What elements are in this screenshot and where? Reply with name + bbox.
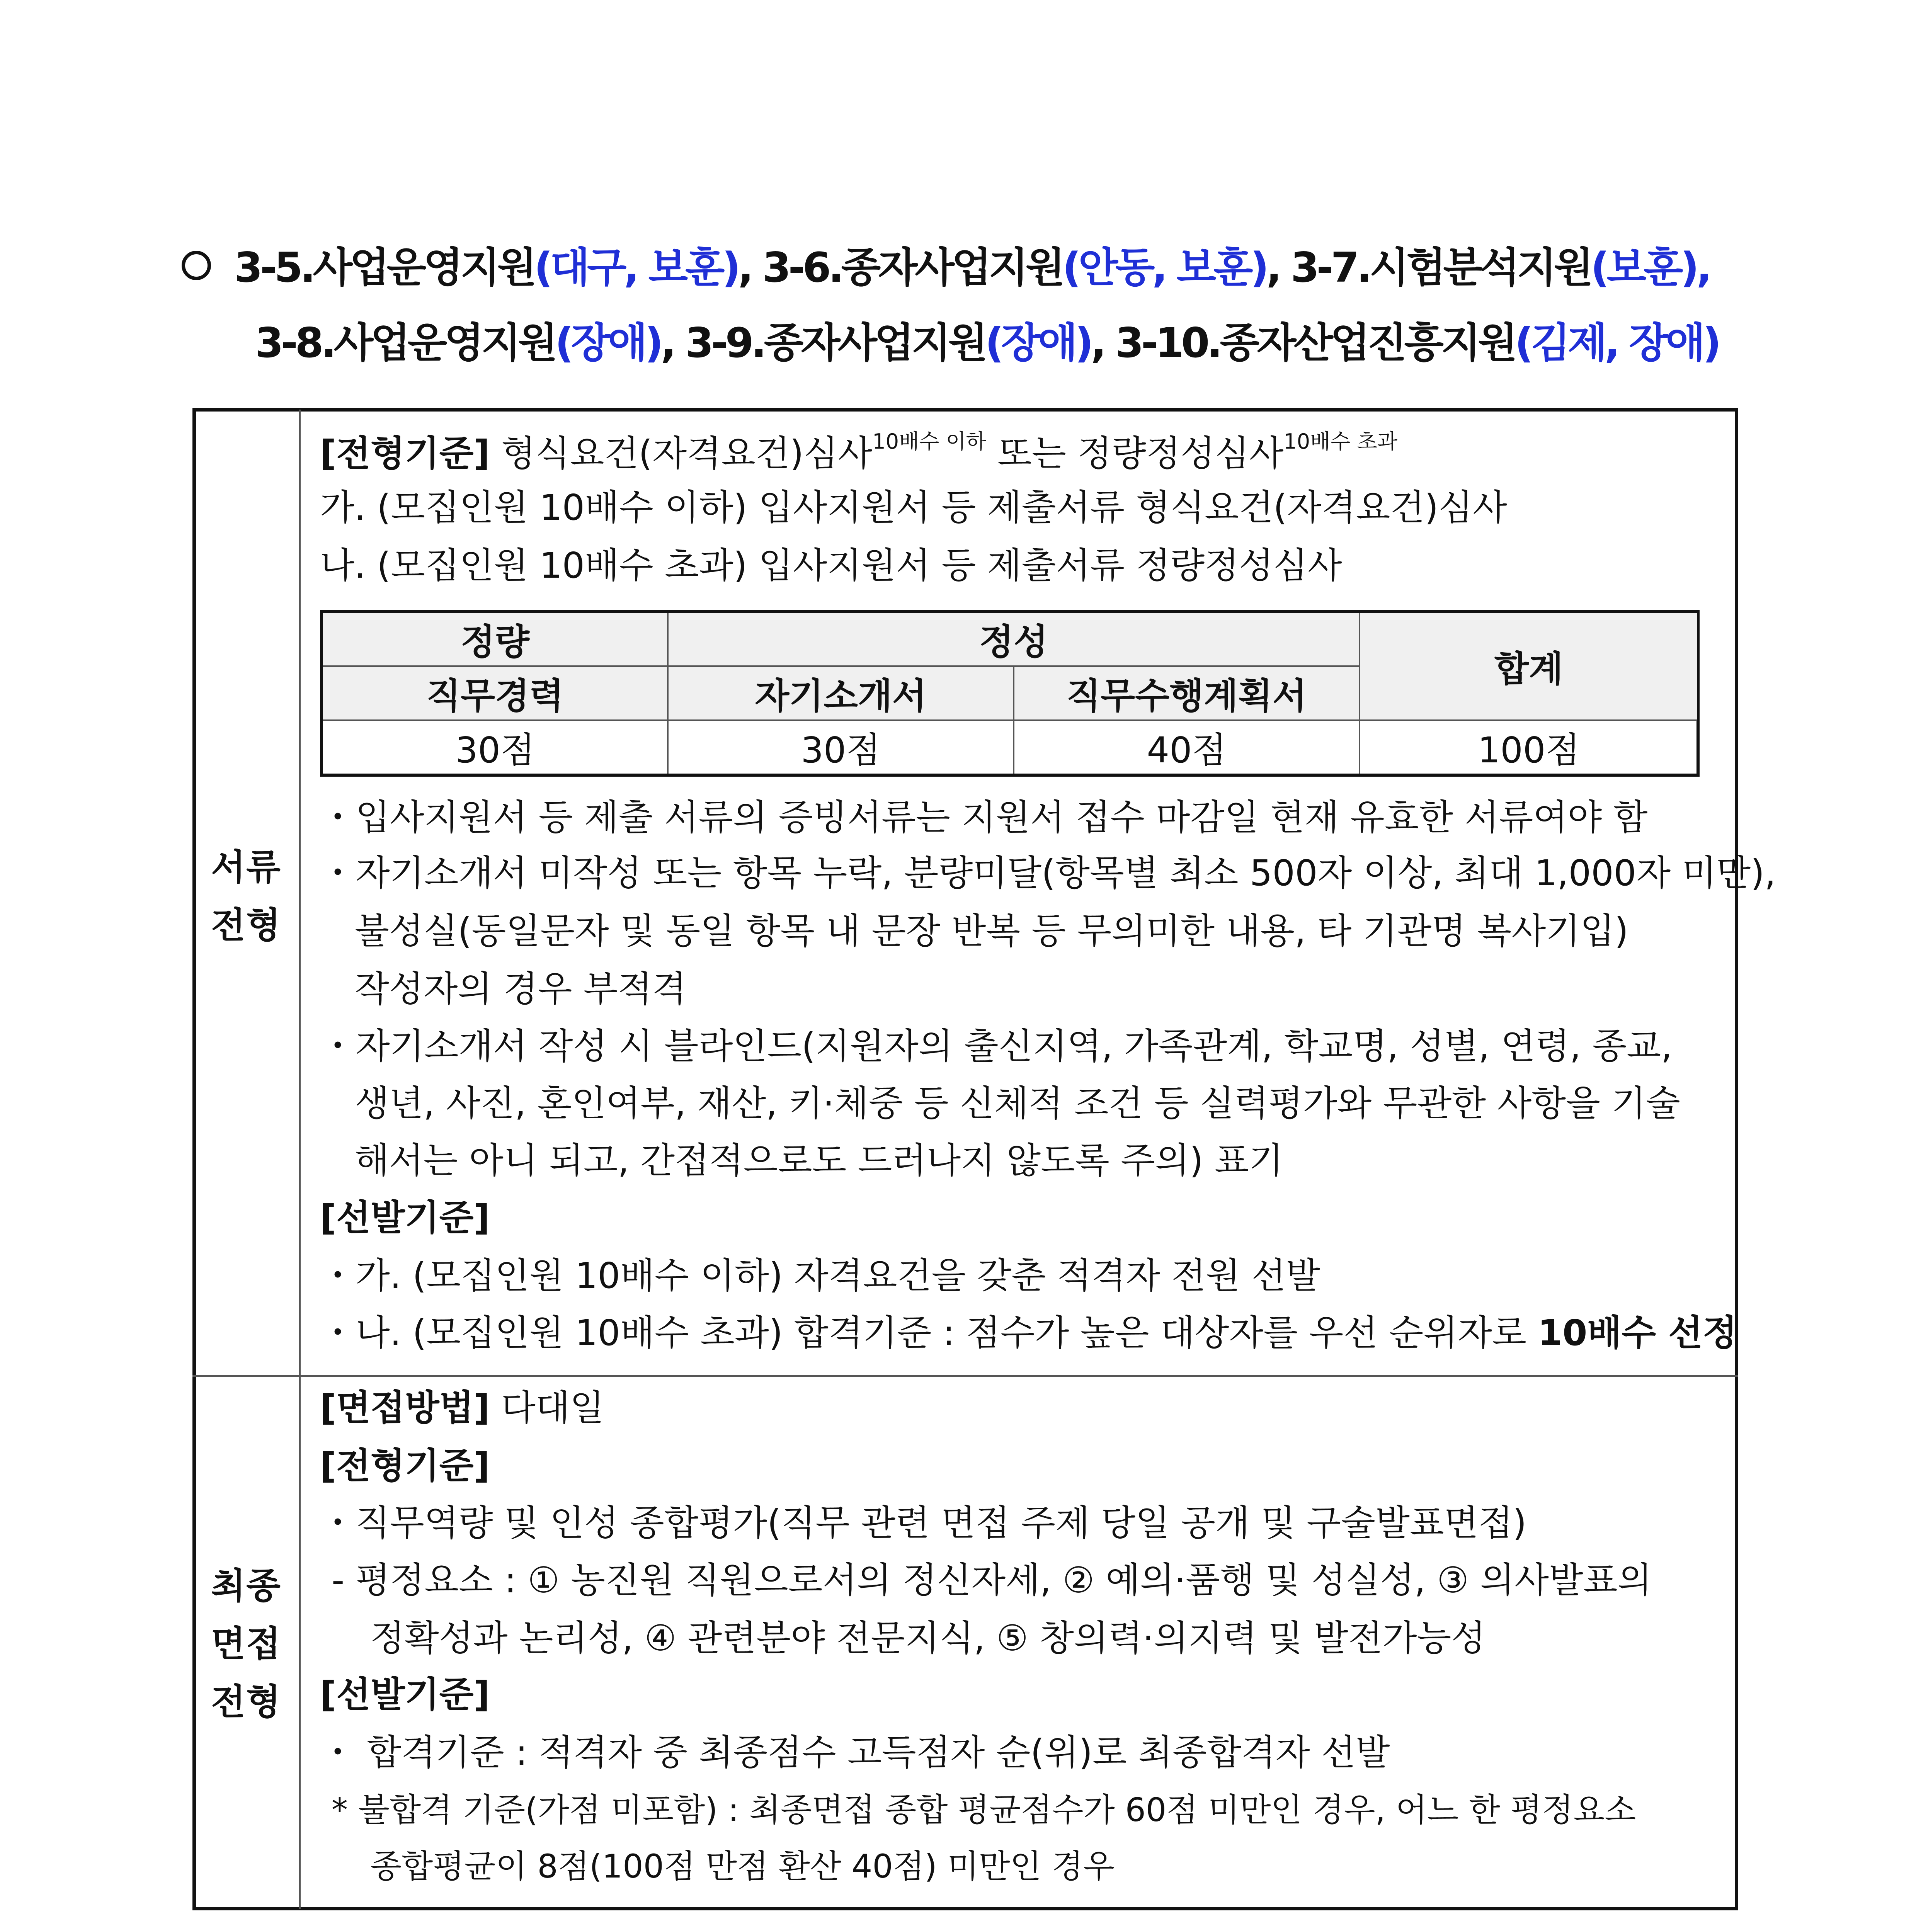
section-divider bbox=[192, 1375, 1738, 1377]
screening-criteria-line bbox=[320, 429, 1397, 474]
heading-job-title: 3-8.사업운영지원 bbox=[255, 319, 555, 367]
failure-criteria: * 불합격 기준(가점 미포함) : 최종면접 종합 평균점수가 60점 미만인 경우, 어느 한 평정요소 bbox=[332, 1791, 1636, 1829]
interview-criteria-heading: [전형기준] bbox=[320, 1445, 490, 1486]
heading-line-1-text bbox=[234, 244, 1709, 291]
heading-job-title: , 3-10.종자산업진흥지원 bbox=[1091, 319, 1515, 367]
heading-job-title: , 3-7.시험분석지원 bbox=[1266, 244, 1591, 291]
note-item: ・입사지원서 등 제출 서류의 증빙서류는 지원서 접수 마감일 현재 유효한 서류여야 함 bbox=[320, 797, 1648, 838]
interview-method-line bbox=[320, 1387, 604, 1429]
selection-heading: [선발기준] bbox=[320, 1197, 490, 1238]
method-heading: [면접방법] bbox=[320, 1387, 490, 1429]
interview-criteria-item: ・직무역량 및 인성 종합평가(직무 관련 면접 주제 당일 공개 및 구술발표면접) bbox=[320, 1502, 1527, 1544]
heading-job-title: , 3-9.종자사업지원 bbox=[660, 319, 985, 367]
evaluation-factors: - 평정요소 : ① 농진원 직원으로서의 정신자세, ② 예의·품행 및 성실성, ③ 의사발표의 bbox=[332, 1560, 1652, 1601]
label-line: 전형 bbox=[211, 905, 281, 946]
score-table bbox=[320, 610, 1700, 777]
final-interview-label bbox=[192, 1557, 300, 1731]
label-line: 최종 bbox=[211, 1565, 281, 1607]
heading-location-tag: (안동, 보훈) bbox=[1062, 244, 1266, 291]
circle-bullet-icon bbox=[182, 251, 211, 280]
heading-job-title: 3-5.사업운영지원 bbox=[234, 244, 534, 291]
value-total: 100점 bbox=[1477, 730, 1580, 771]
heading-location-tag: (장애) bbox=[985, 319, 1091, 367]
header-quantitative: 정량 bbox=[323, 613, 669, 667]
heading-location-tag: (보훈), bbox=[1591, 244, 1710, 291]
section-heading-line-2 bbox=[255, 319, 1847, 367]
heading-location-tag: (대구, 보훈) bbox=[534, 244, 738, 291]
heading-job-title: , 3-6.종자사업지원 bbox=[738, 244, 1063, 291]
criteria-text: 또는 정량정성심사 bbox=[997, 433, 1284, 474]
header-total: 합계 bbox=[1360, 613, 1697, 721]
value-job-career: 30점 bbox=[323, 721, 669, 774]
note-item-cont: 작성자의 경우 부적격 bbox=[355, 968, 687, 1010]
label-line: 전형 bbox=[211, 1681, 281, 1723]
selection-text: ・나. (모집인원 10배수 초과) 합격기준 : 점수가 높은 대상자를 우선 순위자로 bbox=[320, 1312, 1526, 1354]
label-line: 서류 bbox=[211, 847, 281, 888]
value-job-plan: 40점 bbox=[1014, 721, 1360, 774]
note-item-cont: 불성실(동일문자 및 동일 항목 내 문장 반복 등 무의미한 내용, 타 기관명 복사기입) bbox=[355, 910, 1628, 952]
criteria-superscript: 10배수 초과 bbox=[1283, 429, 1397, 454]
heading-location-tag: (장애) bbox=[555, 319, 661, 367]
header-qualitative: 정성 bbox=[669, 613, 1360, 667]
criteria-item-ga: 가. (모집인원 10배수 이하) 입사지원서 등 제출서류 형식요건(자격요건)심사 bbox=[320, 487, 1507, 528]
heading-location-tag: (김제, 장애) bbox=[1514, 319, 1719, 367]
header-self-intro: 자기소개서 bbox=[669, 667, 1014, 721]
criteria-text: 형식요건(자격요건)심사 bbox=[501, 433, 873, 474]
selection-item bbox=[320, 1312, 1737, 1354]
section-heading-line-1 bbox=[182, 244, 1774, 291]
document-screening-label bbox=[192, 838, 300, 954]
note-item-cont: 생년, 사진, 혼인여부, 재산, 키·체중 등 신체적 조건 등 실력평가와 무관한 사항을 기술 bbox=[355, 1083, 1680, 1124]
header-job-plan: 직무수행계획서 bbox=[1014, 667, 1360, 721]
label-line: 면접 bbox=[211, 1623, 281, 1665]
heading-line-2-text bbox=[255, 319, 1719, 367]
note-item: ・자기소개서 미작성 또는 항목 누락, 분량미달(항목별 최소 500자 이상, 최대 1,000자 미만), bbox=[320, 852, 1776, 894]
value-self-intro: 30점 bbox=[669, 721, 1014, 774]
note-item-cont: 해서는 아니 되고, 간접적으로도 드러나지 않도록 주의) 표기 bbox=[355, 1140, 1283, 1181]
note-item: ・자기소개서 작성 시 블라인드(지원자의 출신지역, 가족관계, 학교명, 성별, 연령, 종교, bbox=[320, 1026, 1673, 1067]
selection-emphasis: 10배수 선정 bbox=[1538, 1312, 1737, 1354]
header-job-career: 직무경력 bbox=[323, 667, 669, 721]
evaluation-factors-cont: 정확성과 논리성, ④ 관련분야 전문지식, ⑤ 창의력·의지력 및 발전가능성 bbox=[370, 1617, 1486, 1659]
failure-criteria-cont: 종합평균이 8점(100점 만점 환산 40점) 미만인 경우 bbox=[370, 1847, 1115, 1885]
interview-selection-heading: [선발기준] bbox=[320, 1674, 490, 1715]
criteria-superscript: 10배수 이하 bbox=[872, 429, 986, 454]
method-value: 다대일 bbox=[501, 1387, 604, 1429]
selection-item: ・가. (모집인원 10배수 이하) 자격요건을 갖춘 적격자 전원 선발 bbox=[320, 1255, 1320, 1296]
interview-selection-item: ・ 합격기준 : 적격자 중 최종점수 고득점자 순(위)로 최종합격자 선발 bbox=[320, 1732, 1390, 1773]
criteria-item-na: 나. (모집인원 10배수 초과) 입사지원서 등 제출서류 정량정성심사 bbox=[320, 545, 1342, 586]
criteria-heading: [전형기준] bbox=[320, 433, 490, 474]
